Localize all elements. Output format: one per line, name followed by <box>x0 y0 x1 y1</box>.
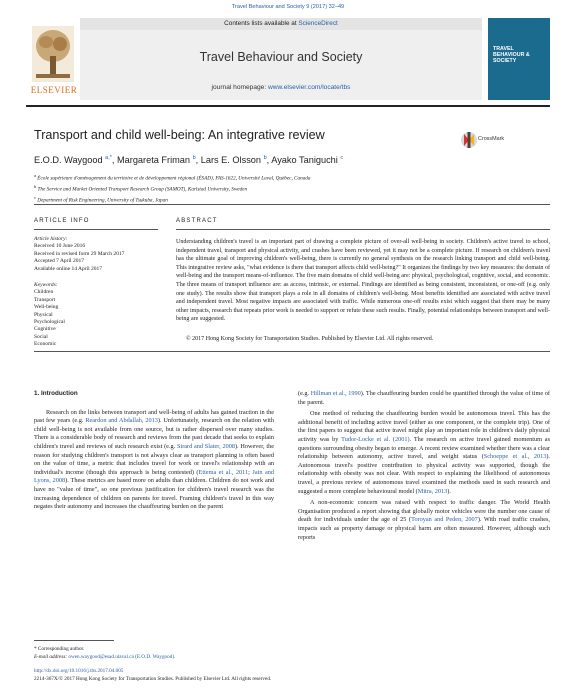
history-item: Accepted 7 April 2017 <box>34 258 84 265</box>
sciencedirect-link[interactable]: ScienceDirect <box>298 20 338 27</box>
citation-link[interactable]: Reardon and Abdallah, 2013 <box>85 417 158 425</box>
divider <box>34 351 550 352</box>
journal-homepage: journal homepage: www.elsevier.com/locate/tbs <box>211 84 351 91</box>
history-item: Received in revised form 29 March 2017 <box>34 250 125 257</box>
elsevier-tree-icon <box>32 26 74 82</box>
article-title: Transport and child well-being: An integrative review <box>34 128 325 142</box>
email-link[interactable]: owen.waygood@esad.ulaval.ca (E.O.D. Waygood). <box>68 654 176 660</box>
publisher-logo <box>26 18 80 100</box>
journal-title: Travel Behaviour and Society <box>199 50 363 64</box>
footnote-rule <box>34 640 114 641</box>
citation-link[interactable]: Jain and Lyons, 2008 <box>34 468 274 485</box>
contents-bar: Contents lists available at ScienceDirect <box>80 18 482 30</box>
homepage-link[interactable]: www.elsevier.com/locate/tbs <box>267 84 351 91</box>
divider <box>34 204 550 205</box>
journal-masthead <box>26 18 550 100</box>
abstract-text: Understanding children's travel is an important part of drawing a complete picture of over-all well-being in society. Children's active travel to school, independent travel, transport and physical activity, and crashes have been reviewed, yet it may not be a complete picture. If research on children's travel has the ultimate goal of improving children's well-being, there is currently no general synthesis on the research linking transport and child well-being. This integrative review asks, "what evidence is there that transport affects child well-being?" It organizes the findings by two key measures: the domain of well-being and the transport means-of-influence. The five main domains of child well-being are: physical, psychological, cognitive, social, and economic. The three means of transport influence are: as access, intrinsic, or external. Findings are identified as being consistent, inconsistent, or one-off (e.g. only one study). The results show that transport plays a role in all domains of children's well-being. Most benefits identified are associated with active travel and independent travel. Most negative impacts are associated with traffic. While numerous one-off results exist which suggest that there may be many other impacts, research that repeats prior work is needed to support or refute these such results. Finally, potential relationships between transport and well-being are suggested. <box>176 239 550 323</box>
running-header: Travel Behaviour and Society 9 (2017) 32–49 <box>231 4 345 10</box>
history-label: Article history: <box>34 236 68 242</box>
citation-link[interactable]: Schoeppe et al., 2013 <box>483 453 547 461</box>
body-paragraph: Research on the links between transport and well-being of adults has gained traction in the past few years (e.g. Reardon and Abdallah, 2013). Unfortunately, research on the relation with child well-being is not available from one source, but is rather dispersed over many studies. There is a considerable body of research and reviews from the past decade that seeks to explain children's travel and reviews of such research exist (e.g. Sirard and Slater, 2008). However, the reason for studying children's transport is not always clear as transport planning is often based on the value of time, a metric that includes travel for work or travel's relationship with an individual's income (though this approach is being contested) (Ettema et al., 2011; Jain and Lyons, 2008). These metrics are based more on adults than children. Children do not work and have no "value of time", so one previous justification for children's travel research was the increasing dependence of children on parents for travel. Framing children's travel in this way negates their autonomy and increases the chauffeuring burden on the parent <box>34 408 275 511</box>
keyword: Physical <box>34 311 53 318</box>
author-name[interactable]: Lars E. Olsson <box>200 155 262 166</box>
footnote <box>34 645 274 661</box>
keyword: Psychological <box>34 319 65 326</box>
crossmark-badge[interactable] <box>460 130 522 152</box>
citation-link[interactable]: Mitra, 2013 <box>417 487 448 495</box>
citation-link[interactable]: Hillman et al., 1990 <box>310 390 361 397</box>
keyword: Cognitive <box>34 326 56 333</box>
body-paragraph: A non-economic concern was raised with respect to traffic danger. The World Health Organisation produced a report showing that globally motor vehicles were the number one cause of death for individuals under the age of 25 (Toroyan and Peden, 2007). With road traffic crashes, impacts such as property damage or physical harm are often measured. However, although such reports <box>298 499 550 541</box>
keyword: Children <box>34 289 54 296</box>
affiliation: $^c$ Department of Risk Engineering, University of Tsukuba, Japan <box>34 194 168 204</box>
keyword: Social <box>34 333 48 340</box>
body-paragraph: One method of reducing the chauffeuring burden would be autonomous travel. This has the additional benefit of including active travel (either as one component, or the complete trip). One of the first papers to suggest that active travel might play an important role in children's daily physical activity was by Tudor-Locke et al. (2001). The research on active travel gained momentum as questions surrounding obesity began to emerge. A recent review examined whether there was a clear relationship between autonomy, active travel, and weight status (Schoeppe et al., 2013). Autonomous travel's positive contribution to physical activity was supported, though the relationship with obesity was not clear. With respect to explaining the likelihood of autonomous travel, a previous review of autonomous travel examined the methods used in such research and suggested a more complete behavioural model (Mitra, 2013). <box>298 410 551 495</box>
article-info <box>34 236 154 349</box>
journal-banner <box>80 30 482 100</box>
citation-link[interactable]: Toroyan and Peden, 2007 <box>411 516 478 524</box>
affiliation: $^a$ École supérieure d'aménagement du territoire et de développement régional (ÉSAD), FAS-1622, Université Laval, Québec, Canada <box>34 173 311 182</box>
article-info-heading: ARTICLE INFO <box>34 218 90 224</box>
email-line: E-mail address: owen.waygood@esad.ulaval.ca (E.O.D. Waygood). <box>34 654 176 660</box>
author-name[interactable]: Margareta Friman <box>117 155 191 166</box>
citation-link[interactable]: Ettema et al., 2011 <box>198 468 249 476</box>
doi-block <box>34 668 434 683</box>
affiliations <box>34 172 514 204</box>
abstract-heading: ABSTRACT <box>176 218 218 224</box>
divider <box>34 229 158 230</box>
affiliation: $^b$ The Service and Market Oriented Transport Research Group (SAMOT), Karlstad University, Sweden <box>34 183 248 193</box>
keyword: Transport <box>34 296 56 303</box>
keywords-label: Keywords: <box>34 282 58 289</box>
keyword: Well-being <box>34 304 59 311</box>
history-item: Available online 14 April 2017 <box>34 265 103 272</box>
author-name[interactable]: E.O.D. Waygood <box>34 155 103 166</box>
body-column-left <box>34 390 274 512</box>
masthead-rule <box>26 105 550 107</box>
section-heading: 1. Introduction <box>34 390 78 397</box>
doi-link[interactable]: http://dx.doi.org/10.1016/j.tbs.2017.04.005 <box>34 668 124 674</box>
journal-cover: TRAVEL BEHAVIOUR & SOCIETY <box>488 18 550 100</box>
issn-copyright: 2214-367X/© 2017 Hong Kong Society for Transportation Studies. Published by Elsevier Ltd. All rights reserved. <box>34 675 272 682</box>
author-name[interactable]: Ayako Taniguchi <box>271 155 338 166</box>
author-list: E.O.D. Waygood $^{a,*}$, Margareta Friman $^b$, Lars E. Olsson $^b$, Ayako Taniguchi $^c$ <box>34 155 344 166</box>
crossmark-icon <box>460 130 478 150</box>
elsevier-wordmark: ELSEVIER <box>30 85 78 95</box>
divider <box>176 229 550 230</box>
citation-link[interactable]: Sirard and Slater, 2008 <box>176 442 235 450</box>
body-column-right <box>298 390 550 542</box>
abstract-copyright: © 2017 Hong Kong Society for Transportation Studies. Published by Elsevier Ltd. All rights reserved. <box>186 336 434 342</box>
keyword: Economic <box>34 341 57 348</box>
history-item: Received 10 June 2016 <box>34 243 86 250</box>
citation-link[interactable]: Tudor-Locke et al. (2001) <box>341 435 410 443</box>
corresponding-author-note: * Corresponding author. <box>34 646 85 652</box>
body-paragraph: (e.g. Hillman et al., 1990). The chauffeuring burden could be quantified through the value of time of the parent. <box>298 390 550 406</box>
crossmark-label: CrossMark <box>478 136 505 142</box>
